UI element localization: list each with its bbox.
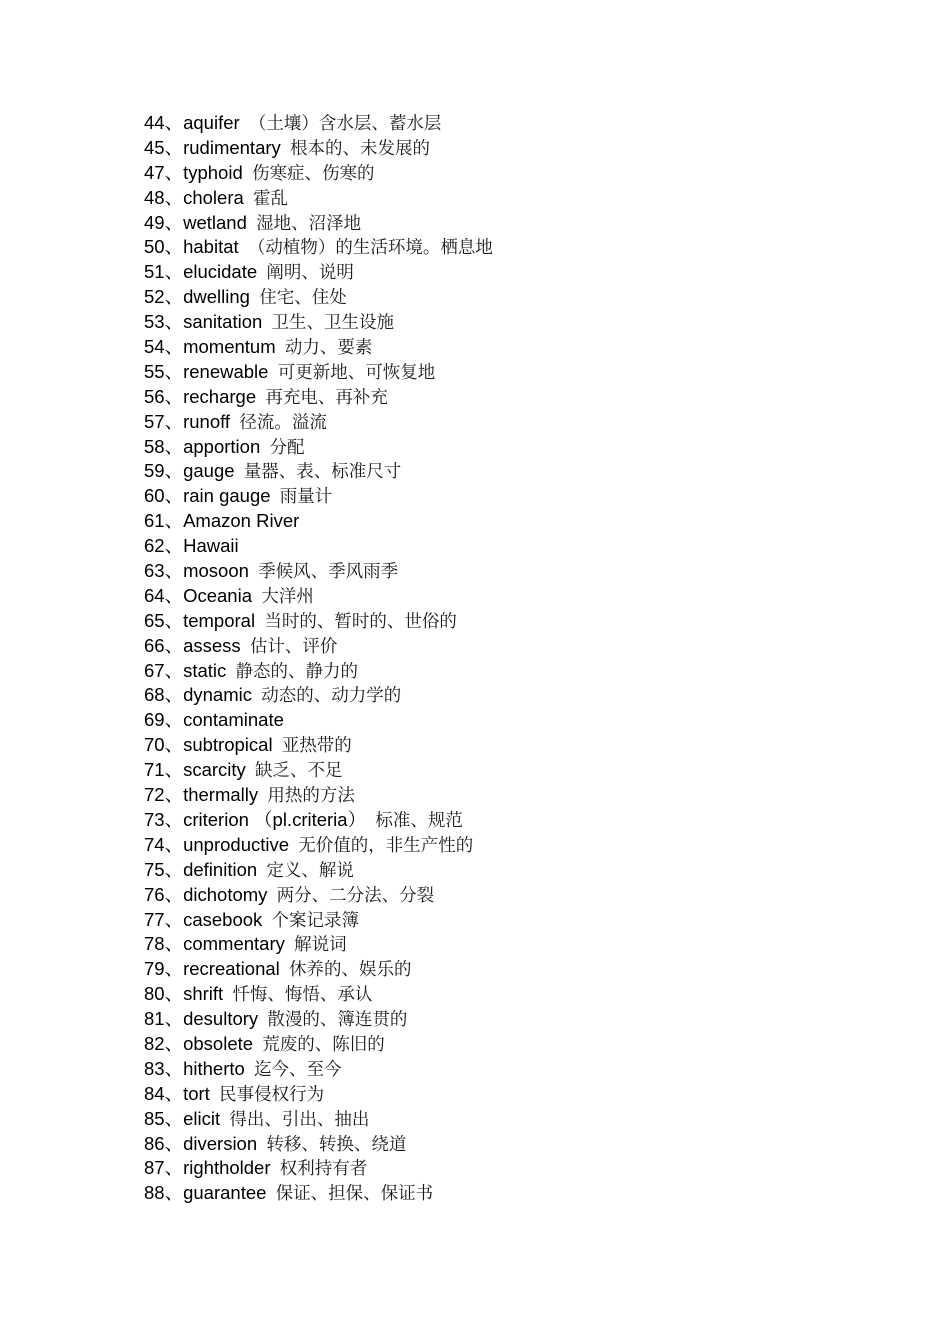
list-item: [144, 609, 493, 634]
entry-term: elicit: [183, 1107, 221, 1129]
list-item: [144, 1007, 493, 1032]
entry-number: 60: [144, 485, 165, 507]
entry-term: static: [183, 659, 227, 681]
list-item: [144, 883, 493, 908]
list-item: [144, 459, 493, 484]
entry-term: casebook: [183, 908, 263, 930]
entry-number: 66: [144, 634, 165, 656]
list-item: [144, 410, 493, 435]
entry-meaning: （土壤）含水层、蓄水层: [248, 114, 442, 134]
entry-term: habitat: [183, 236, 239, 258]
entry-meaning: 休养的、娱乐的: [289, 960, 412, 981]
entry-number: 87: [144, 1157, 165, 1179]
entry-term: dichotomy: [183, 883, 268, 905]
entry-number: 81: [144, 1008, 165, 1030]
entry-separator: 、: [164, 312, 184, 334]
list-item: [144, 858, 493, 883]
list-item: [144, 1082, 493, 1107]
entry-term: guarantee: [183, 1182, 267, 1204]
list-item: [144, 932, 493, 957]
entry-term: rightholder: [183, 1157, 271, 1179]
entry-term: hitherto: [183, 1057, 245, 1079]
entry-separator: 、: [164, 461, 184, 483]
entry-term: desultory: [183, 1008, 259, 1030]
entry-separator: 、: [164, 486, 184, 508]
list-item: [144, 385, 493, 410]
entry-separator: 、: [164, 660, 184, 682]
entry-number: 47: [144, 161, 165, 183]
list-item: [144, 435, 493, 460]
entry-meaning: 缺乏、不足: [255, 761, 343, 782]
entry-number: 63: [144, 560, 165, 582]
list-item: [144, 634, 493, 659]
list-item: [144, 285, 493, 310]
entry-number: 84: [144, 1082, 165, 1104]
list-item: [144, 808, 493, 833]
list-item: [144, 1032, 493, 1057]
entry-number: 67: [144, 659, 165, 681]
entry-meaning: 季候风、季风雨季: [258, 562, 399, 583]
entry-term: momentum: [183, 336, 276, 358]
entry-separator: 、: [164, 262, 184, 284]
list-item: [144, 1181, 493, 1206]
list-item: [144, 534, 493, 559]
entry-term: runoff: [183, 410, 231, 432]
list-item: [144, 783, 493, 808]
entry-number: 71: [144, 759, 165, 781]
entry-number: 75: [144, 858, 165, 880]
entry-separator: 、: [164, 884, 184, 906]
entry-number: 70: [144, 734, 165, 756]
entry-number: 69: [144, 709, 165, 731]
entry-number: 85: [144, 1107, 165, 1129]
entry-number: 77: [144, 908, 165, 930]
list-item: [144, 1057, 493, 1082]
entry-separator: 、: [164, 1009, 184, 1031]
entry-number: 61: [144, 510, 165, 532]
entry-meaning: 当时的、暂时的、世俗的: [264, 611, 457, 632]
list-item: [144, 509, 493, 534]
list-item: [144, 310, 493, 335]
entry-meaning: 无价值的，非生产性的: [298, 835, 474, 856]
entry-term: mosoon: [183, 560, 249, 582]
entry-meaning: 保证、担保、保证书: [275, 1184, 434, 1205]
entry-meaning: 散漫的、簿连贯的: [267, 1010, 408, 1031]
entry-term: elucidate: [183, 261, 258, 283]
entry-separator: 、: [164, 735, 184, 757]
entry-meaning: 湿地、沼泽地: [256, 213, 362, 234]
entry-term: aquifer: [183, 112, 240, 133]
entry-separator: 、: [164, 337, 184, 359]
list-item: [144, 1132, 493, 1157]
entry-number: 62: [144, 535, 165, 557]
entry-term: thermally: [183, 784, 259, 806]
entry-meaning: 大洋州: [261, 586, 314, 607]
entry-separator: 、: [164, 959, 184, 981]
entry-number: 53: [144, 311, 165, 333]
entry-meaning: 径流。溢流: [239, 412, 327, 433]
entry-separator: 、: [164, 635, 184, 657]
entry-term: Hawaii: [183, 535, 239, 557]
entry-number: 45: [144, 136, 165, 158]
entry-meaning: 迄今、至今: [254, 1059, 342, 1080]
entry-number: 57: [144, 410, 165, 432]
list-item: [144, 161, 493, 186]
entry-term: recreational: [183, 958, 280, 980]
entry-meaning: 用热的方法: [267, 786, 355, 807]
entry-number: 65: [144, 609, 165, 631]
entry-term: wetland: [183, 211, 247, 233]
entry-term: assess: [183, 634, 241, 656]
entry-number: 72: [144, 784, 165, 806]
entry-meaning: 定义、解说: [266, 860, 354, 881]
entry-meaning: 霍乱: [253, 188, 289, 209]
entry-term: Oceania: [183, 584, 252, 606]
entry-separator: 、: [164, 1083, 184, 1105]
entry-meaning: 动力、要素: [284, 338, 373, 359]
entry-separator: 、: [164, 1033, 184, 1055]
list-item: [144, 833, 493, 858]
entry-separator: 、: [164, 1158, 184, 1180]
entry-number: 58: [144, 435, 165, 457]
entry-number: 80: [144, 983, 165, 1005]
entry-separator: 、: [164, 287, 184, 309]
entry-term: recharge: [183, 385, 257, 407]
entry-meaning: 民事侵权行为: [219, 1084, 325, 1105]
entry-separator: 、: [164, 212, 184, 234]
entry-meaning: 转移、转换、绕道: [266, 1134, 407, 1155]
list-item: [144, 235, 493, 260]
entry-meaning: 再充电、再补充: [265, 387, 388, 408]
entry-number: 55: [144, 360, 165, 382]
entry-meaning: 分配: [269, 437, 305, 458]
entry-term: tort: [183, 1082, 210, 1104]
list-item: [144, 1156, 493, 1181]
entry-number: 76: [144, 883, 165, 905]
entry-meaning: 住宅、住处: [259, 288, 347, 309]
entry-term: unproductive: [183, 833, 290, 855]
list-item: [144, 111, 493, 136]
entry-term: rain gauge: [183, 485, 271, 507]
entry-meaning: 忏悔、悔悟、承认: [232, 985, 373, 1006]
entry-separator: 、: [164, 610, 184, 632]
list-item: [144, 683, 493, 708]
entry-separator: 、: [164, 859, 184, 881]
entry-separator: 、: [164, 934, 184, 956]
entry-number: 54: [144, 336, 165, 358]
entry-term: rudimentary: [183, 136, 281, 158]
list-item: [144, 559, 493, 584]
entry-separator: 、: [164, 984, 184, 1006]
entry-term: temporal: [183, 609, 256, 631]
entry-number: 50: [144, 236, 165, 258]
list-item: [144, 211, 493, 236]
entry-term: sanitation: [183, 311, 263, 333]
list-item: [144, 136, 493, 161]
list-item: [144, 484, 493, 509]
entry-separator: 、: [164, 1133, 184, 1155]
entry-separator: 、: [164, 561, 184, 583]
entry-meaning: 可更新地、可恢复地: [277, 362, 436, 383]
entry-term: gauge: [183, 460, 235, 482]
entry-term: cholera: [183, 186, 244, 208]
entry-separator: 、: [164, 162, 184, 184]
entry-meaning: 亚热带的: [281, 736, 352, 757]
list-item: [144, 584, 493, 609]
entry-separator: 、: [164, 187, 184, 209]
list-item: [144, 260, 493, 285]
entry-separator: 、: [164, 536, 184, 558]
entry-separator: 、: [164, 685, 184, 707]
entry-meaning: 伤寒症、伤寒的: [252, 163, 375, 184]
entry-term: renewable: [183, 360, 269, 382]
entry-number: 88: [144, 1182, 165, 1204]
entry-meaning: 卫生、卫生设施: [271, 313, 395, 334]
entry-separator: 、: [164, 585, 184, 607]
list-item: [144, 360, 493, 385]
entry-meaning: 根本的、未发展的: [290, 138, 431, 159]
entry-separator: 、: [164, 710, 184, 732]
entry-term: typhoid: [183, 161, 243, 183]
entry-meaning: 阐明、说明: [266, 263, 354, 284]
list-item: [144, 758, 493, 783]
entry-separator: 、: [164, 1058, 184, 1080]
entry-meaning: 标准、规范: [375, 810, 463, 831]
entry-separator: 、: [164, 137, 184, 159]
entry-number: 64: [144, 584, 165, 606]
entry-number: 86: [144, 1132, 165, 1154]
entry-separator: 、: [164, 113, 184, 134]
entry-number: 78: [144, 933, 165, 955]
entry-term: diversion: [183, 1132, 258, 1154]
entry-number: 59: [144, 460, 165, 482]
entry-term: criterion （pl.criteria）: [183, 808, 367, 830]
entry-term: contaminate: [183, 709, 284, 731]
entry-separator: 、: [164, 785, 184, 807]
entry-number: 83: [144, 1057, 165, 1079]
entry-separator: 、: [164, 1183, 184, 1205]
list-item: [144, 335, 493, 360]
entry-meaning: 荒废的、陈旧的: [262, 1034, 385, 1055]
entry-number: 48: [144, 186, 165, 208]
entry-separator: 、: [164, 809, 184, 831]
entry-meaning: 权利持有者: [279, 1159, 368, 1180]
entry-number: 52: [144, 286, 165, 308]
entry-meaning: 得出、引出、抽出: [229, 1109, 370, 1130]
entry-term: definition: [183, 858, 258, 880]
entry-number: 79: [144, 958, 165, 980]
entry-number: 68: [144, 684, 165, 706]
entry-number: 73: [144, 808, 165, 830]
entry-separator: 、: [164, 511, 184, 533]
entry-term: scarcity: [183, 759, 246, 781]
list-item: [144, 957, 493, 982]
entry-meaning: 动态的、动力学的: [261, 686, 402, 707]
entry-meaning: 估计、评价: [249, 636, 338, 657]
entry-separator: 、: [164, 386, 184, 408]
entry-term: obsolete: [183, 1032, 254, 1054]
entry-meaning: 解说词: [294, 935, 347, 956]
entry-meaning: 静态的、静力的: [235, 661, 359, 682]
entry-meaning: 两分、二分法、分裂: [276, 885, 435, 906]
list-item: [144, 1107, 493, 1132]
entry-term: dynamic: [183, 684, 252, 706]
list-item: [144, 708, 493, 733]
entry-term: subtropical: [183, 734, 273, 756]
entry-meaning: 量器、表、标准尺寸: [243, 462, 402, 483]
entry-separator: 、: [164, 411, 184, 433]
entry-separator: 、: [164, 237, 184, 259]
entry-term: apportion: [183, 435, 261, 457]
entry-number: 74: [144, 833, 165, 855]
entry-term: dwelling: [183, 286, 250, 308]
list-item: [144, 186, 493, 211]
entry-number: 51: [144, 261, 165, 283]
vocabulary-list: [144, 111, 493, 1206]
entry-meaning: 雨量计: [279, 487, 333, 508]
entry-number: 56: [144, 385, 165, 407]
entry-term: commentary: [183, 933, 285, 955]
entry-separator: 、: [164, 436, 184, 458]
entry-number: 82: [144, 1032, 165, 1054]
entry-separator: 、: [164, 361, 184, 383]
list-item: [144, 659, 493, 684]
list-item: [144, 908, 493, 933]
entry-number: 49: [144, 211, 165, 233]
list-item: [144, 733, 493, 758]
entry-separator: 、: [164, 1108, 184, 1130]
entry-term: Amazon River: [183, 510, 300, 532]
entry-meaning: （动植物）的生活环境。栖息地: [247, 238, 493, 259]
entry-separator: 、: [164, 834, 184, 856]
list-item: [144, 982, 493, 1007]
entry-term: shrift: [183, 983, 224, 1005]
entry-meaning: 个案记录簿: [271, 910, 360, 931]
entry-separator: 、: [164, 909, 184, 931]
entry-separator: 、: [164, 760, 184, 782]
entry-number: 44: [144, 112, 165, 133]
